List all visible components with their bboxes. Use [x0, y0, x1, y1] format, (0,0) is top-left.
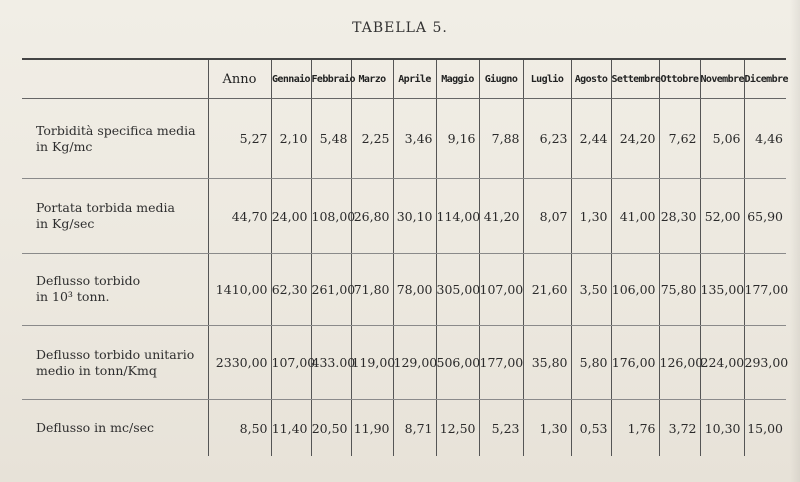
row-label: Deflusso in mc/sec: [36, 420, 155, 436]
cell-value: 12,50: [436, 400, 479, 456]
col-header-settembre: Settembre: [611, 59, 659, 99]
cell-value: 5,06: [700, 99, 744, 179]
cell-value: 1,30: [523, 400, 571, 456]
cell-value: 44,70: [208, 179, 271, 253]
cell-value: 9,16: [436, 99, 479, 179]
table-title: TABELLA 5.: [352, 20, 448, 36]
cell-value: 176,00: [611, 325, 659, 399]
cell-value: 106,00: [611, 253, 659, 325]
col-header-gennaio: Gennaio: [271, 59, 311, 99]
row-label: Portata torbida media in Kg/sec: [22, 179, 208, 253]
cell-value: 135,00: [700, 253, 744, 325]
cell-value: 2,25: [351, 99, 393, 179]
cell-value: 20,50: [311, 400, 351, 456]
corner-cell: [22, 59, 208, 99]
cell-value: 41,20: [479, 179, 523, 253]
cell-value: 2,44: [571, 99, 611, 179]
col-header-maggio: Maggio: [436, 59, 479, 99]
cell-value: 126,00: [659, 325, 700, 399]
cell-value: 3,46: [393, 99, 436, 179]
cell-value: 4,46: [744, 99, 786, 179]
cell-value: 0,53: [571, 400, 611, 456]
cell-value: 52,00: [700, 179, 744, 253]
cell-value: 10,30: [700, 400, 744, 456]
cell-value: 177,00: [479, 325, 523, 399]
cell-value: 78,00: [393, 253, 436, 325]
cell-value: 35,80: [523, 325, 571, 399]
cell-value: 1,76: [611, 400, 659, 456]
cell-value: 506,00: [436, 325, 479, 399]
col-header-febbraio: Febbraio: [311, 59, 351, 99]
cell-value: 305,00: [436, 253, 479, 325]
table-row: [22, 99, 786, 179]
cell-value: 3,72: [659, 400, 700, 456]
table-row: [22, 325, 786, 399]
cell-value: 7,88: [479, 99, 523, 179]
cell-value: 293,00: [744, 325, 786, 399]
cell-value: 6,23: [523, 99, 571, 179]
col-header-agosto: Agosto: [571, 59, 611, 99]
cell-value: 114,00: [436, 179, 479, 253]
cell-value: 5,23: [479, 400, 523, 456]
col-header-dicembre: Dicembre: [744, 59, 786, 99]
cell-value: 3,50: [571, 253, 611, 325]
cell-value: 28,30: [659, 179, 700, 253]
cell-value: 7,62: [659, 99, 700, 179]
cell-value: 11,90: [351, 400, 393, 456]
col-header-giugno: Giugno: [479, 59, 523, 99]
col-header-aprile: Aprile: [393, 59, 436, 99]
cell-value: 71,80: [351, 253, 393, 325]
cell-value: 26,80: [351, 179, 393, 253]
col-header-ottobre: Ottobre: [659, 59, 700, 99]
cell-value: 30,10: [393, 179, 436, 253]
cell-value: 177,00: [744, 253, 786, 325]
cell-value: 41,00: [611, 179, 659, 253]
page-edge-shadow: [790, 0, 800, 482]
cell-value: 24,00: [271, 179, 311, 253]
table-row: [22, 253, 786, 325]
cell-value: 108,00: [311, 179, 351, 253]
cell-value: 21,60: [523, 253, 571, 325]
header-row: [22, 59, 786, 99]
cell-value: 24,20: [611, 99, 659, 179]
cell-value: 8,50: [208, 400, 271, 456]
cell-value: 2330,00: [208, 325, 271, 399]
cell-value: 261,00: [311, 253, 351, 325]
col-header-marzo: Marzo: [351, 59, 393, 99]
cell-value: 11,40: [271, 400, 311, 456]
row-label: Deflusso torbido unitario medio in tonn/Kmq: [22, 325, 208, 399]
row-label: Deflusso torbido in 10³ tonn.: [22, 253, 208, 325]
col-header-novembre: Novembre: [700, 59, 744, 99]
cell-value: 1,30: [571, 179, 611, 253]
col-header-anno: Anno: [208, 59, 271, 99]
cell-value: 5,80: [571, 325, 611, 399]
cell-value: 119,00: [351, 325, 393, 399]
cell-value: 107,00: [479, 253, 523, 325]
table-row: [22, 179, 786, 253]
cell-value: 8,07: [523, 179, 571, 253]
row-label: Torbidità specifica media in Kg/mc: [22, 99, 208, 179]
cell-value: 107,00: [271, 325, 311, 399]
cell-value: 62,30: [271, 253, 311, 325]
cell-value: 5,48: [311, 99, 351, 179]
data-table: [22, 58, 789, 456]
cell-value: 8,71: [393, 400, 436, 456]
col-header-luglio: Luglio: [523, 59, 571, 99]
cell-value: 224,00: [700, 325, 744, 399]
cell-value: 1410,00: [208, 253, 271, 325]
cell-value: 2,10: [271, 99, 311, 179]
cell-value: 5,27: [208, 99, 271, 179]
cell-value: 75,80: [659, 253, 700, 325]
cell-value: 65,90: [744, 179, 786, 253]
cell-value: 433.00: [311, 325, 351, 399]
cell-value: 129,00: [393, 325, 436, 399]
cell-value: 15,00: [744, 400, 786, 456]
table-row: [22, 400, 786, 456]
